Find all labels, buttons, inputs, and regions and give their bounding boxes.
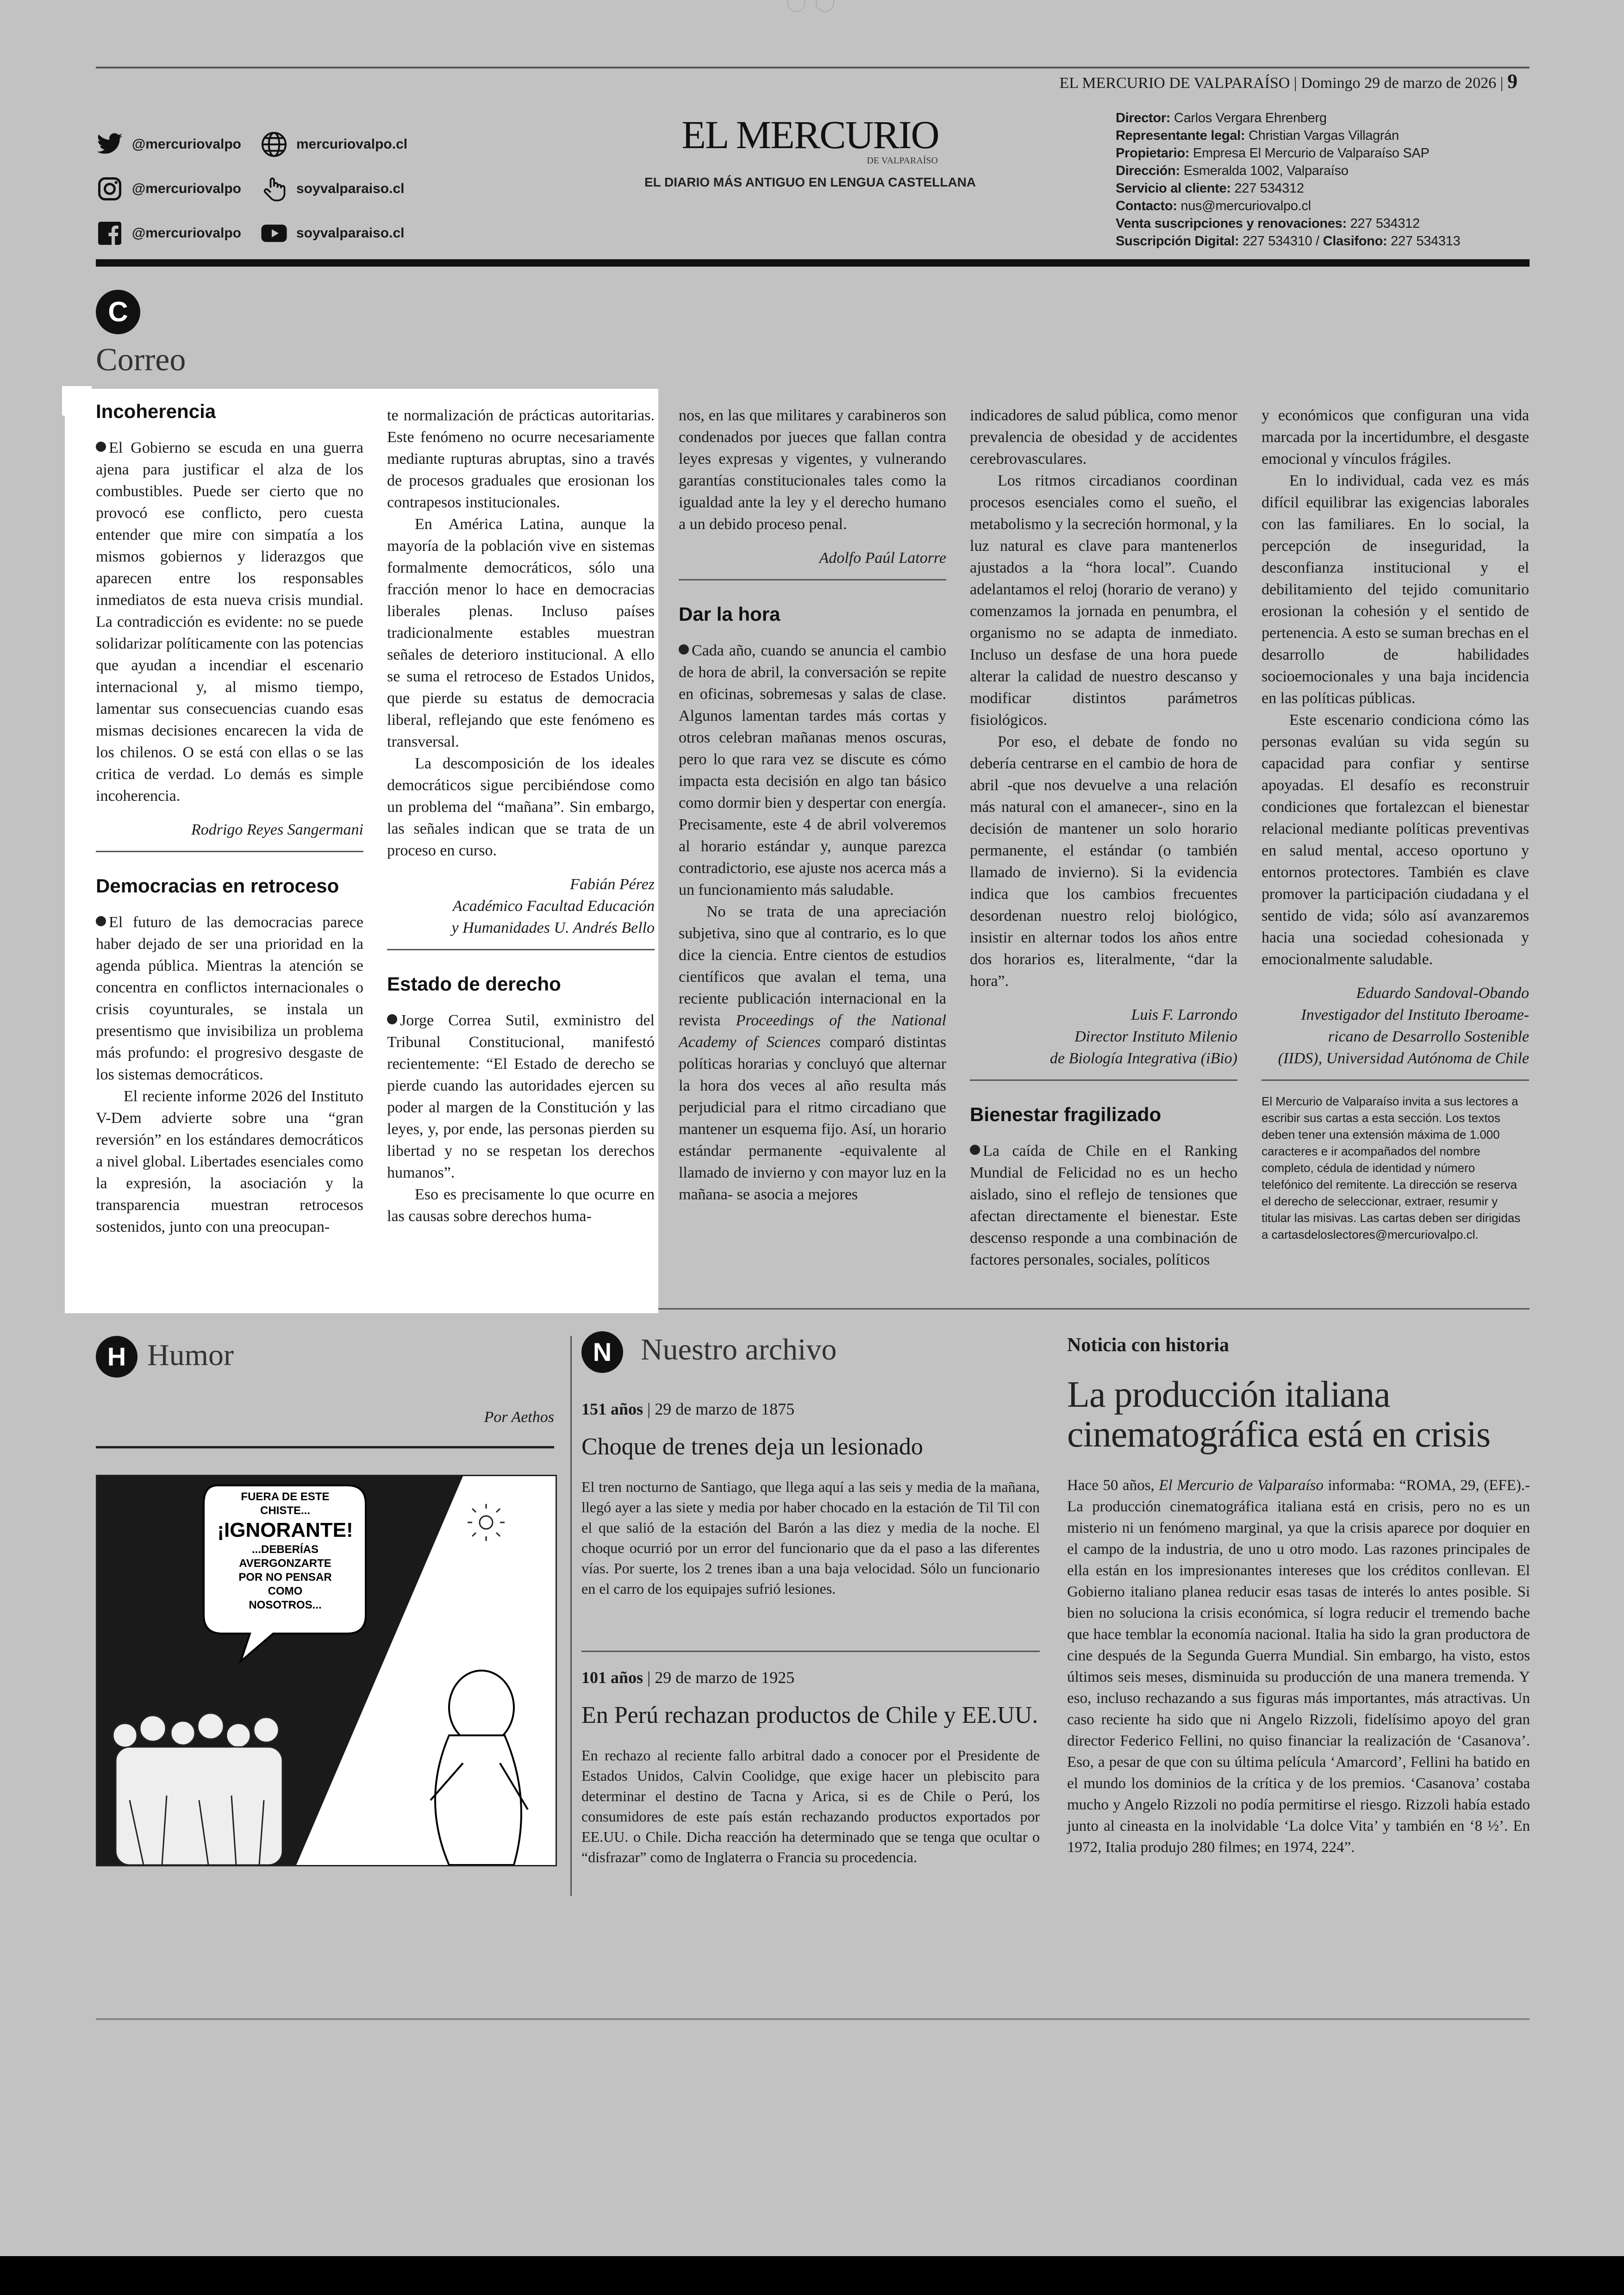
letter-heading: Dar la hora — [679, 603, 781, 625]
social-web[interactable] — [260, 131, 407, 158]
folio-text: EL MERCURIO DE VALPARAÍSO | Domingo 29 de marzo de 2026 | — [1059, 75, 1504, 92]
archivo-date: 151 años | 29 de marzo de 1875 — [581, 1400, 795, 1418]
instagram-icon — [96, 175, 124, 203]
archivo-item-1 — [581, 1398, 1040, 1599]
letter-heading: Bienestar fragilizado — [970, 1104, 1162, 1125]
selection-handle[interactable] — [65, 389, 89, 413]
bubble-line: POR NO PENSAR — [238, 1571, 332, 1584]
letter-body: Por eso, el debate de fondo no debería centrarse en el cambio de hora de abril -que nos devuelve a una relación más natural con el amanecer-, sino en la decisión de mantener un solo horario permanente, el estándar (o también llamado de invierno). Si la evidencia indica que los cambios frecuentes desordenan nuestro reloj biológico, insistir en alternar todos los años entre dos horarios es, literalmente, “dar la hora”. — [970, 733, 1237, 990]
header-thick-rule — [96, 259, 1530, 267]
column-divider — [679, 579, 946, 580]
correo-badge: C — [96, 290, 140, 334]
letter-body: indicadores de salud pública, como menor prevalencia de obesidad y de accidentes cerebrovasculares. — [970, 407, 1237, 468]
column-divider — [96, 851, 363, 852]
letter-signature: Eduardo Sandoval-Obando Investigador del Instituto Iberoame- ricano de Desarrollo Sostenible (IIDS), Universidad Autónoma de Chile — [1278, 985, 1529, 1067]
archivo-headline: Choque de trenes deja un lesionado — [581, 1434, 923, 1460]
humor-archivo-divider — [570, 1336, 572, 1896]
archivo-date: 101 años | 29 de marzo de 1925 — [581, 1668, 795, 1687]
staff-line: Servicio al cliente: 227 534312 — [1116, 181, 1304, 196]
letter-body: y económicos que configuran una vida marcada por la incertidumbre, el desgaste emocional y vínculos frágiles. — [1262, 407, 1529, 468]
letter-signature: Fabián Pérez Académico Facultad Educación y Humanidades U. Andrés Bello — [451, 876, 655, 936]
noticia-kicker: Noticia con historia — [1067, 1335, 1229, 1356]
bubble-line: AVERGONZARTE — [239, 1557, 331, 1570]
bubble-line: CHISTE... — [260, 1504, 310, 1517]
letter-body: En América Latina, aunque la mayoría de la población vive en sistemas formalmente democráticos, sólo una fracción menor lo hace en democracias liberales plenas. Incluso países tradicionalmente estables muestran señales de deterioro institucional. A ello se suma el retroceso de Estados Unidos, que pierde su estatus de democracia liberal, reflejando que este fenómeno es transversal. — [387, 516, 655, 750]
archivo-headline: En Perú rechazan productos de Chile y EE.UU. — [581, 1702, 1038, 1728]
social-soyvalparaiso[interactable] — [260, 175, 404, 203]
social-label: @mercuriovalpo — [132, 137, 241, 152]
staff-box — [1116, 109, 1514, 250]
letter-body: El futuro de las democracias parece haber dejado de ser una prioridad en la agenda pública. Mientras la atención se concentra en conflictos internacionales o crisis coyunturales, se instala un presentismo que invisibiliza un problema más profundo: el progresivo desgaste de los sistemas democráticos. — [96, 914, 363, 1083]
correo-column-3 — [679, 405, 946, 1205]
social-youtube[interactable] — [260, 219, 404, 247]
letter-signature: Luis F. Larrondo Director Instituto Milenio de Biología Integrativa (iBio) — [1049, 1006, 1237, 1067]
social-instagram[interactable] — [96, 175, 241, 203]
hand-pointer-icon — [260, 175, 288, 203]
correo-column-1 — [96, 399, 363, 1238]
staff-line: Contacto: nus@mercuriovalpo.cl — [1116, 199, 1311, 213]
letter-body: Eso es precisamente lo que ocurre en las causas sobre derechos huma- — [387, 1186, 655, 1225]
top-rule — [96, 67, 1530, 69]
staff-line: Venta suscripciones y renovaciones: 227 534312 — [1116, 216, 1420, 231]
letter-body: Los ritmos circadianos coordinan procesos esenciales como el sueño, el metabolismo y la secreción hormonal, y la luz natural es clave para mantenerlos ajustados a la “hora local”. Cuando adelantamos el reloj (horario de verano) y comenzamos la jornada en penumbra, el organismo no se adapta de inmediato. Incluso un desfase de una hora puede alterar la calidad de nuestro descanso y modificar distintos parámetros fisiológicos. — [970, 472, 1237, 729]
letter-signature: Rodrigo Reyes Sangermani — [191, 821, 363, 838]
noticia-headline: La producción italiana cinematográfica está en crisis — [1067, 1374, 1490, 1455]
humor-byline: Por Aethos — [484, 1409, 554, 1426]
archivo-body: El tren nocturno de Santiago, que llega aquí a las seis y media de la mañana, llegó ayer a las siete y media por haber chocado en la estación de Til Til con el que salió de la estación del Barón a las diez y media de la noche. El choque ocurrió por un error del funcionario que da el paso a las diferentes vías. Por suerte, los 2 trenes iban a una baja velocidad. Sólo un funcionario en el carro de los equipajes sufrió lesiones. — [581, 1478, 1040, 1597]
letter-body: Cada año, cuando se anuncia el cambio de hora de abril, la conversación se repite en oficinas, sobremesas y salas de clase. Algunos lamentan tardes más cortas y otros celebran mañanas menos oscuras, pero lo que rara vez se discute es cómo impacta esta decisión en algo tan básico como dormir bien y despertar con energía. Precisamente, este 4 de abril volveremos al horario estándar y, aunque parezca contradictorio, ese ajuste nos acerca más a un funcionamiento más saludable. — [679, 642, 946, 898]
letter-body: Jorge Correa Sutil, exministro del Tribunal Constitucional, manifestó recientemente: “El Estado de derecho se pierde cuando las autoridades ejercen su poder al margen de la Constitución y las leyes, y, por ende, las personas pierden su libertad y no se respetan los derechos humanos”. — [387, 1012, 655, 1181]
column-divider — [970, 1079, 1237, 1081]
facebook-icon — [96, 219, 124, 247]
archivo-title: Nuestro archivo — [641, 1333, 837, 1366]
letter-body: La descomposición de los ideales democráticos sigue percibiéndose como un problema del “mañana”. Sin embargo, las señales indican que se trata de un proceso en curso. — [387, 755, 655, 859]
humor-title: Humor — [147, 1338, 234, 1372]
letter-body: En lo individual, cada vez es más difícil equilibrar las exigencias laborales con las familiares. En lo social, la percepción de inseguridad, la desconfianza institucional y el debilitamiento del tejido comunitario erosionan la cohesión y el sentido de pertenencia. A esto se suman brechas en el desarrollo de habilidades socioemocionales y una baja incidencia en las políticas públicas. — [1262, 472, 1529, 707]
staff-line: Propietario: Empresa El Mercurio de Valparaíso SAP — [1116, 146, 1430, 161]
page-nav-dots — [782, 0, 843, 14]
letter-body: Este escenario condiciona cómo las personas evalúan su vida según su capacidad para confiar y sentirse apoyadas. El desafío es reconstruir condiciones que fortalezcan el bienestar relacional mediante políticas preventivas en salud mental, acceso oportuno y entornos protectores. También es clave promover la participación ciudadana y el sentido de vida; sólo así avanzaremos hacia una sociedad cohesionada y emocionalmente saludable. — [1262, 711, 1529, 968]
bubble-line: NOSOTROS... — [249, 1599, 322, 1611]
prev-page-dot[interactable] — [787, 0, 806, 12]
letter-body: El Gobierno se escuda en una guerra ajena para justificar el alza de los combustibles. Puede ser cierto que no provocó ese conflicto, pero cuesta entender que mire con simpatía a los mismos gobiernos y liderazgos que aparecen entre los responsables inmediatos de esta nueva crisis mundial. La contradicción es evidente: no se puede solidarizar políticamente con las potencias que ayudan a incendiar el escenario internacional y, al mismo tiempo, lamentar sus consecuencias cuando esas mismas decisiones encarecen la vida de los chilenos. O se está con ellas o se las critica de verdad. Lo demás es simple incoherencia. — [96, 439, 363, 804]
column-divider — [1262, 1079, 1529, 1081]
social-label: mercuriovalpo.cl — [296, 137, 408, 152]
bullet-icon — [387, 1014, 397, 1024]
twitter-icon — [96, 131, 124, 158]
archivo-divider — [581, 1651, 1040, 1652]
bubble-line: FUERA DE ESTE — [241, 1491, 330, 1503]
staff-line: Dirección: Esmeralda 1002, Valparaíso — [1116, 163, 1349, 178]
correo-title: Correo — [96, 342, 186, 378]
correo-bottom-rule — [658, 1308, 1530, 1310]
viewer-bottom-bar — [0, 2256, 1624, 2295]
next-page-dot[interactable] — [816, 0, 834, 12]
letter-body: La caída de Chile en el Ranking Mundial de Felicidad no es un hecho aislado, sino el reflejo de tensiones que afectan directamente el bienestar. Este descenso responde a una combinación de factores personales, sociales, políticos — [970, 1142, 1237, 1268]
archivo-item-2 — [581, 1666, 1040, 1867]
folio — [1060, 71, 1518, 94]
humor-rule — [96, 1446, 554, 1448]
social-label: @mercuriovalpo — [132, 181, 241, 196]
submission-notice: El Mercurio de Valparaíso invita a sus lectores a escribir sus cartas a esta sección. Los textos deben tener una extensión máxima de 1.000 caracteres e ir acompañados del nombre completo, cédula de identidad y número telefónico del remitente. La dirección se reserva el derecho de seleccionar, extraer, resumir y titular las misivas. Las cartas deben ser dirigidas a cartasdeloslectores@mercuriovalpo.cl. — [1262, 1094, 1521, 1241]
column-divider — [387, 949, 655, 950]
cartoon — [96, 1475, 557, 1866]
social-label: @mercuriovalpo — [132, 225, 241, 241]
letter-signature: Adolfo Paúl Latorre — [819, 549, 946, 567]
correo-column-4 — [970, 405, 1237, 1271]
social-facebook[interactable] — [96, 219, 241, 247]
letter-body: No se trata de una apreciación subjetiva, sino que al contrario, es lo que dice la ciencia. Entre cientos de estudios científicos que avalan el tema, una reciente publicación internacional en la revista Proceedings of the National Academy of Sciences comparó distintas políticas horarias y concluyó que alternar la hora dos veces al año resulta más perjudicial para el ritmo circadiano que mantener un esquema fijo. Así, un horario estándar permanente -equivalente al llamado de invierno y con mayor luz en la mañana- se asocia a mejores — [679, 903, 946, 1203]
bullet-icon — [96, 916, 106, 926]
letter-heading: Democracias en retroceso — [96, 875, 339, 897]
staff-line: Director: Carlos Vergara Ehrenberg — [1116, 111, 1327, 125]
bottom-rule — [96, 2018, 1530, 2020]
bubble-line: ...DEBERÍAS — [251, 1543, 319, 1556]
archivo-body: En rechazo al reciente fallo arbitral dado a conocer por el Presidente de Estados Unidos, Calvin Coolidge, que exige hacer un plebiscito para determinar el destino de Tacna y Arica, si es de Chile o Perú, los consumidores de este país están rechazando productos exportados por EE.UU. o Chile. Dicha reacción ha determinado que se tenga que ocultar o “disfrazar” como de Inglaterra o Francia su procedencia. — [581, 1747, 1040, 1865]
globe-icon — [260, 131, 288, 158]
youtube-icon — [260, 219, 288, 247]
social-label: soyvalparaiso.cl — [296, 181, 405, 196]
letter-body: nos, en las que militares y carabineros son condenados por jueces que fallan contra leyes expresas y vigentes, y vulnerando garantías constitucionales tales como la igualdad ante la ley y el derecho humano a un debido proceso penal. — [679, 407, 946, 533]
bubble-line: ¡IGNORANTE! — [217, 1519, 353, 1541]
bullet-icon — [96, 442, 106, 452]
correo-column-2 — [387, 405, 655, 1227]
correo-column-5 — [1262, 405, 1529, 1243]
page-number: 9 — [1507, 70, 1518, 93]
humor-badge: H — [96, 1336, 137, 1378]
tagline: EL DIARIO MÁS ANTIGUO EN LENGUA CASTELLANA — [644, 175, 976, 189]
social-label: soyvalparaiso.cl — [296, 225, 405, 241]
archivo-badge: N — [581, 1331, 623, 1373]
logo-text: EL MERCURIO — [681, 112, 939, 157]
bullet-icon — [970, 1145, 980, 1155]
staff-line: Representante legal: Christian Vargas Villagrán — [1116, 128, 1399, 143]
logo-subtitle: DE VALPARAÍSO — [867, 156, 938, 166]
staff-line: Suscripción Digital: 227 534310 / Clasifono: 227 534313 — [1116, 234, 1461, 249]
speech-bubble — [206, 1490, 364, 1612]
bullet-icon — [679, 644, 689, 655]
social-twitter[interactable] — [96, 131, 241, 158]
letter-heading: Incoherencia — [96, 400, 216, 422]
letter-body: te normalización de prácticas autoritarias. Este fenómeno no ocurre necesariamente mediante rupturas abruptas, sino a través de procesos graduales que erosionan los contrapesos institucionales. — [387, 407, 655, 511]
bubble-line: COMO — [268, 1585, 303, 1597]
masthead-logo — [681, 114, 940, 166]
letter-heading: Estado de derecho — [387, 973, 561, 995]
noticia-body: Hace 50 años, El Mercurio de Valparaíso informaba: “ROMA, 29, (EFE).- La producción cinematográfica italiana está en crisis, pero no es un misterio ni un fenómeno marginal, ya que la crisis aparece por doquier en el campo de la industria, de uno u otro modo. Las razones principales de ella están en los impresionantes intereses que los créditos conllevan. El Gobierno italiano planea reducir esas tasas de interés lo antes posible. Si bien no soluciona la crisis económica, sí logra reducir el tremendo bache que hace temblar la economía nacional. Italia ha sido la gran productora de cine después de la Segunda Guerra Mundial. Sin embargo, ha visto, estos últimos seis meses, disminuida su producción de una manera tremenda. Y eso, incluso rechazando a sus figuras más importantes, más atractivas. Un caso reciente ha sido que ni Angelo Rizzoli, fidelísimo apoyo del gran director Federico Fellini, no quiso financiar la realización de ‘Casanova’. Eso, a pesar de que con su última película ‘Amarcord’, Fellini ha batido en el mundo los dominios de la crítica y de los premios. ‘Casanova’ costaba mucho y Angelo Rizzoli no podía permitirse el riesgo. Rizzoli había estado junto al cineasta en la inolvidable ‘La dolce Vita’ y también en ‘8 ½’. En 1972, Italia produjo 280 filmes; en 1974, 224”. — [1067, 1477, 1530, 1856]
letter-body: El reciente informe 2026 del Instituto V-Dem advierte sobre una “gran reversión” en los estándares democráticos a nivel global. Libertades esenciales como la expresión, la asociación y la transparencia muestran retrocesos sostenidos, junto con una preocupan- — [96, 1088, 363, 1235]
